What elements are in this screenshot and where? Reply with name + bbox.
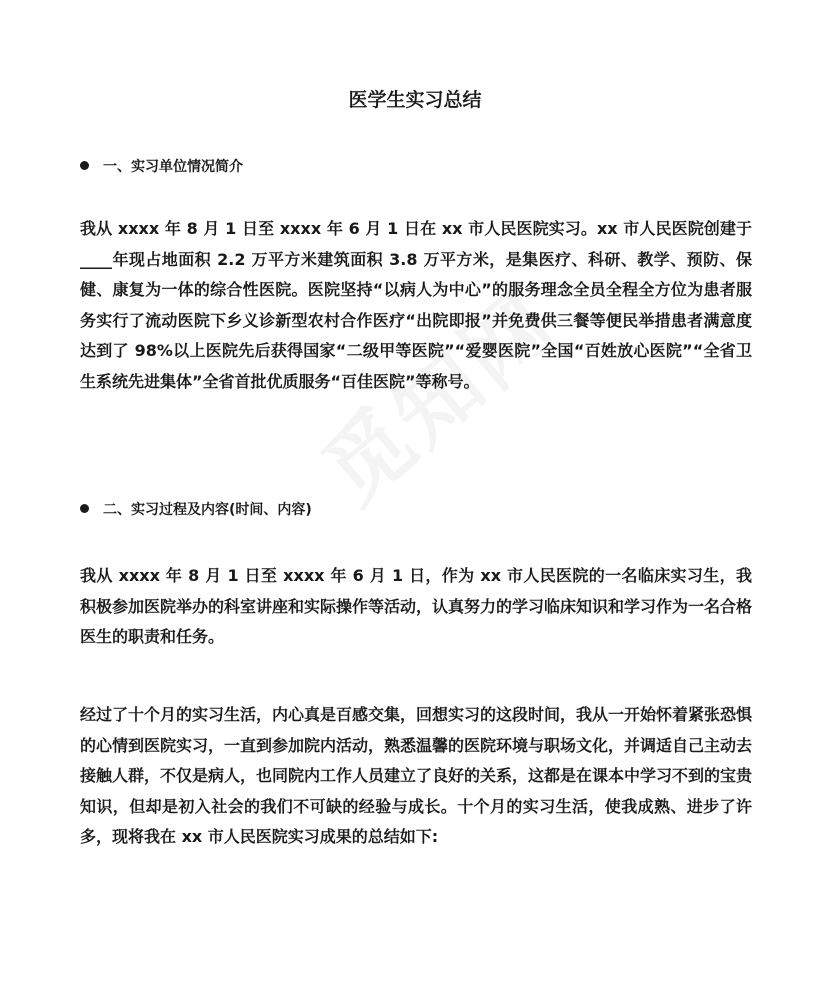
section-heading-2 — [80, 500, 312, 520]
page-title: 医学生实习总结 — [348, 89, 482, 111]
section-heading-1 — [80, 157, 243, 177]
section-2-paragraph-1: 我从 xxxx 年 8 月 1 日至 xxxx 年 6 月 1 日，作为 xx 市人民医院的一名临床实习生，我积极参加医院举办的科室讲座和实际操作等活动，认真努力的学习临床知识和学习作为一名合格医生的职责和任务。 — [80, 566, 753, 646]
bullet-icon — [80, 504, 89, 513]
section-heading-2-text: 二、实习过程及内容(时间、内容) — [103, 502, 312, 518]
section-1-paragraph: 我从 xxxx 年 8 月 1 日至 xxxx 年 6 月 1 日在 xx 市人民医院实习。xx 市人民医院创建于____年现占地面积 2.2 万平方米建筑面积 3.8 万平方米，是集医疗、科研、教学、预防、保健、康复为一体的综合性医院。医院坚持“以病人为中心”的服务理念全员全程全方位为患者服务实行了流动医院下乡义诊新型农村合作医疗“出院即报”并免费供三餐等便民举措患者满意度达到了 98%以上医院先后获得国家“二级甲等医院”“爱婴医院”全国“百姓放心医院”“全省卫生系统先进集体”全省首批优质服务“百佳医院”等称号。 — [80, 219, 752, 391]
section-heading-1-text: 一、实习单位情况简介 — [103, 159, 243, 175]
bullet-icon — [80, 161, 89, 170]
section-2-paragraph-2: 经过了十个月的实习生活，内心真是百感交集，回想实习的这段时间，我从一开始怀着紧张恐惧的心情到医院实习，一直到参加院内活动，熟悉温馨的医院环境与职场文化，并调适自己主动去接触人群，不仅是病人，也同院内工作人员建立了良好的关系，这都是在课本中学习不到的宝贵知识，但却是初入社会的我们不可缺的经验与成长。十个月的实习生活，使我成熟、进步了许多，现将我在 xx 市人民医院实习成果的总结如下: — [80, 705, 753, 846]
